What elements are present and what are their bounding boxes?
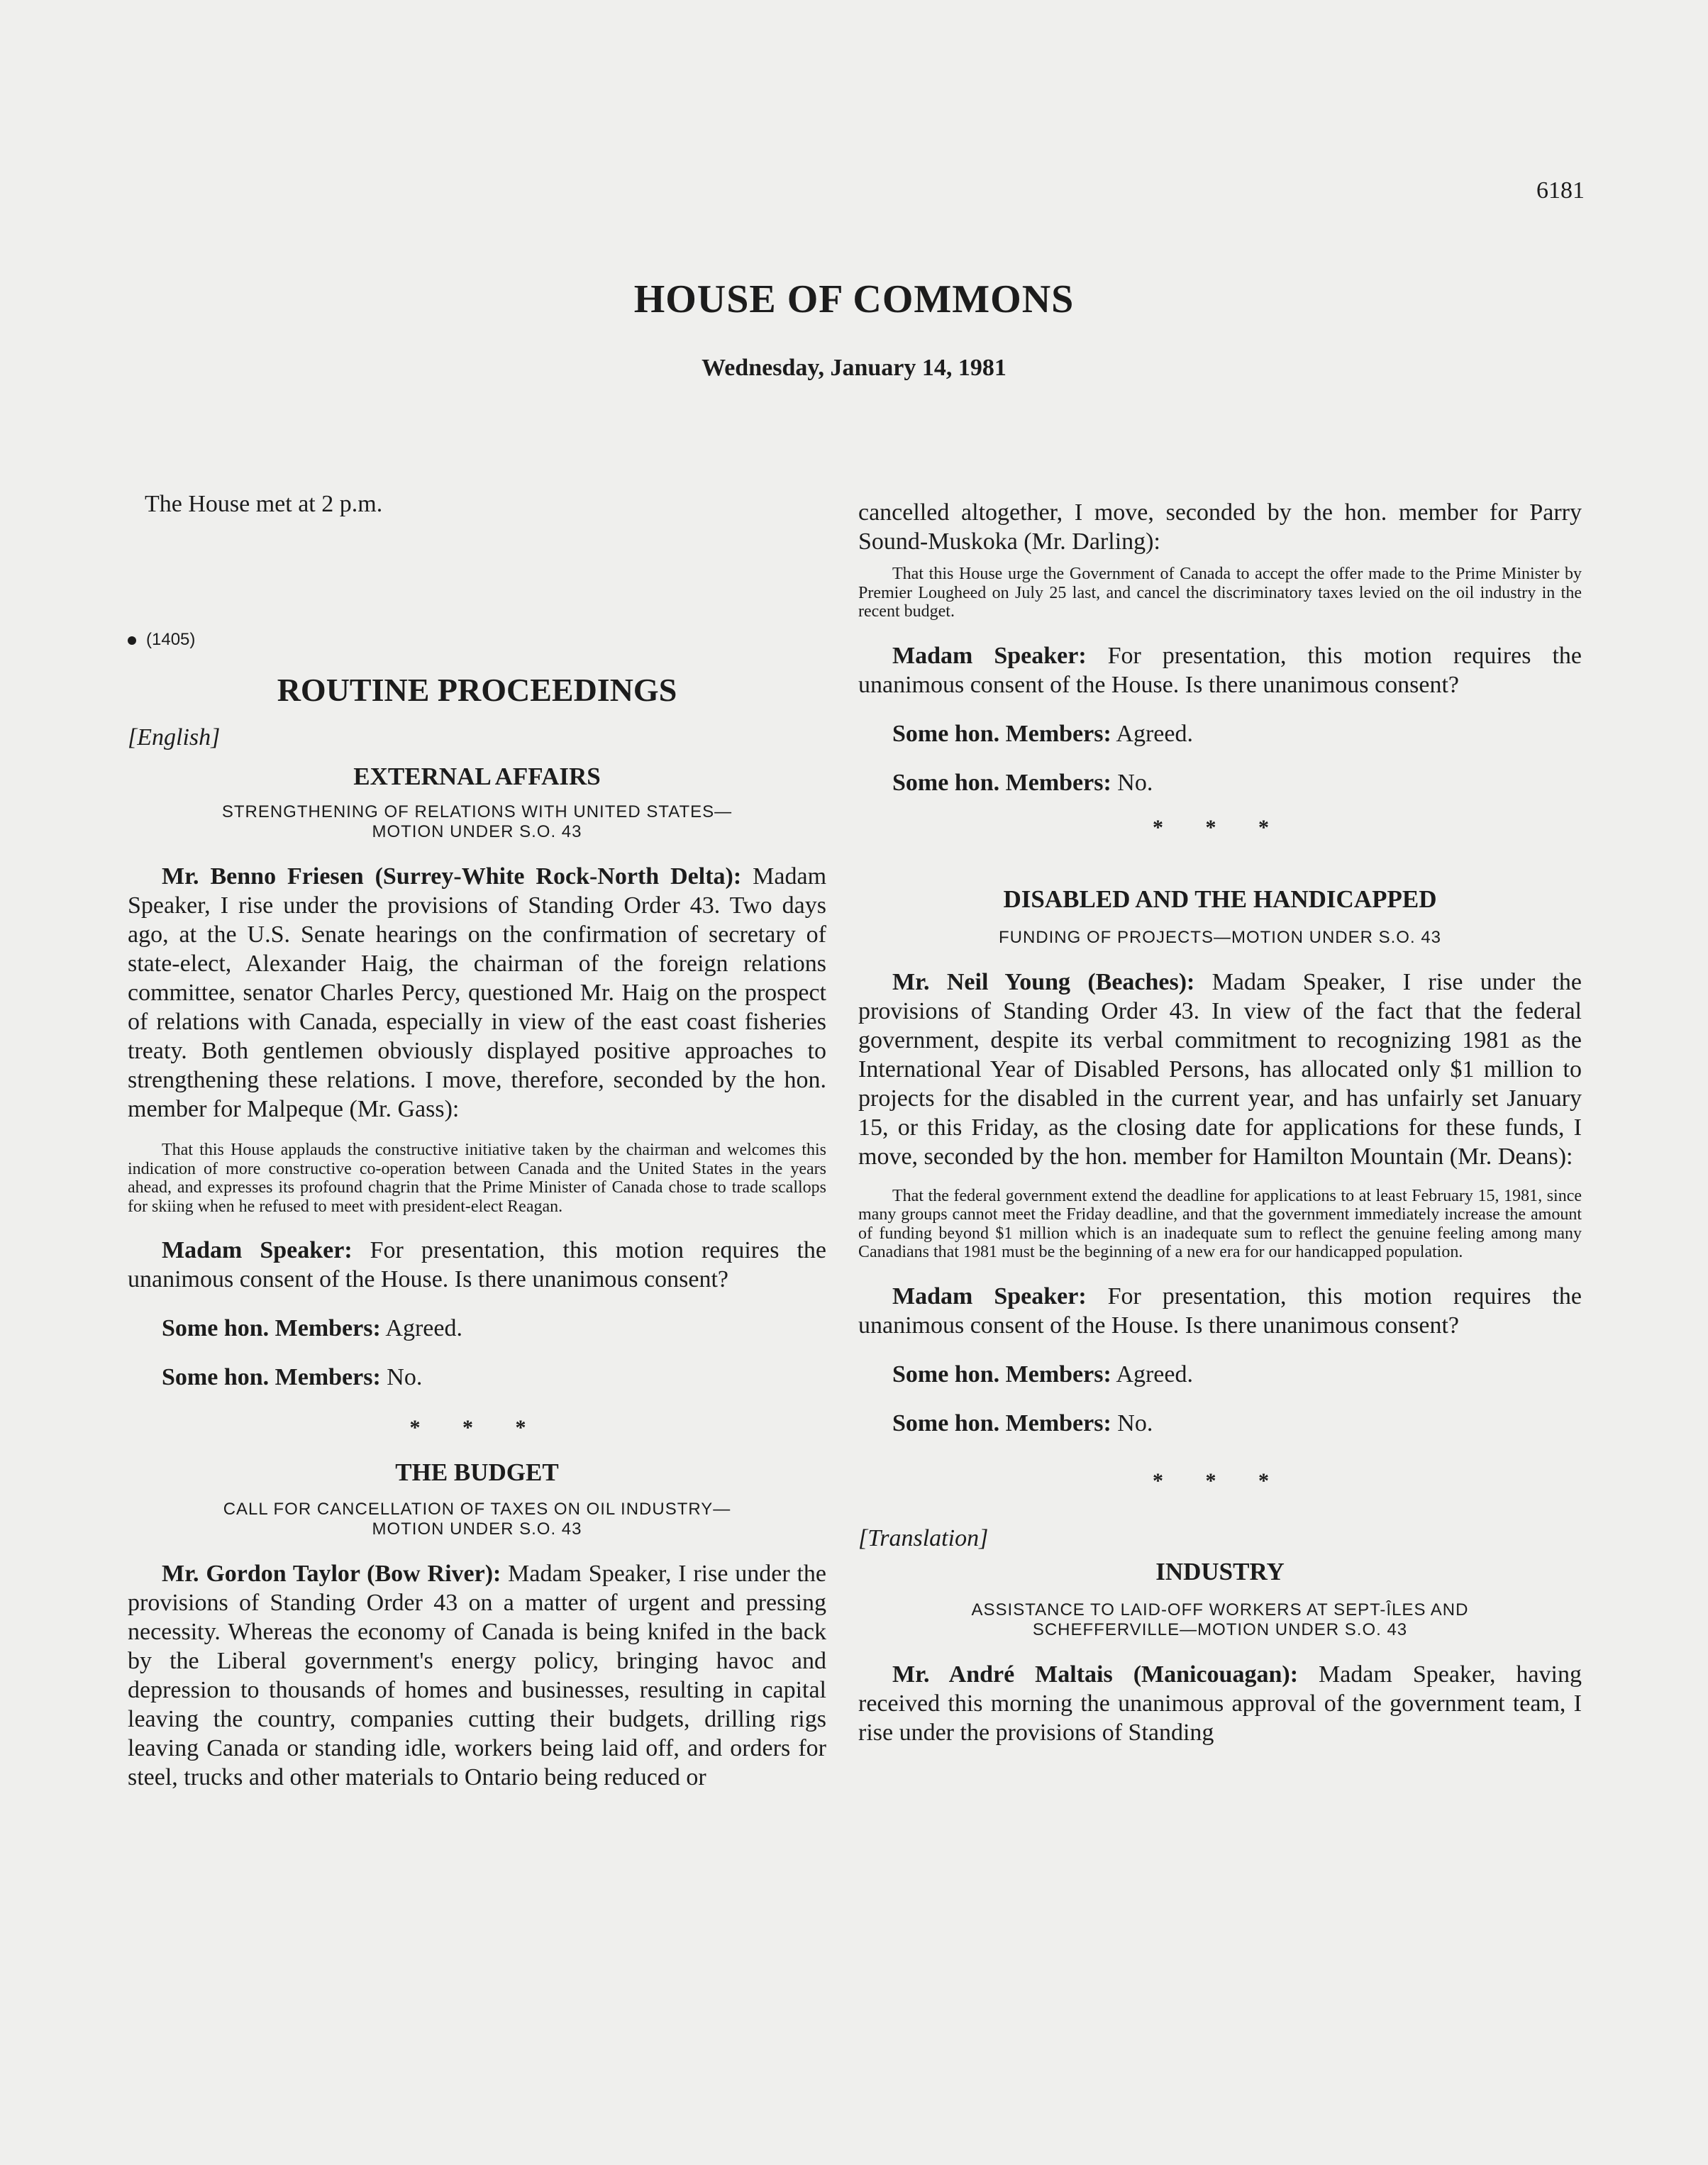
speech-text: For presentation, this motion requires the unanimous consent of the House. Is there unanimous consent?	[128, 1237, 826, 1292]
topic-subheading: FUNDING OF PROJECTS—MOTION UNDER S.O. 43	[998, 927, 1442, 947]
speech-text: For presentation, this motion requires the unanimous consent of the House. Is there unanimous consent?	[858, 642, 1582, 698]
time-marker	[128, 625, 826, 654]
right-column	[858, 498, 1582, 1747]
topic-subheading: CALL FOR CANCELLATION OF TAXES ON OIL INDUSTRY— MOTION UNDER S.O. 43	[223, 1500, 731, 1539]
speaker-name: Mr. Benno Friesen (Surrey-White Rock-North Delta):	[162, 863, 742, 890]
time-marker-text: (1405)	[146, 630, 196, 649]
speech-text: Madam Speaker, I rise under the provisions of Standing Order 43. Two days ago, at the U.S. Senate hearings on the confirmation of secretary of state-elect, Alexander Haig, the chairman of the foreign relations committee, senator Charles Percy, questioned Mr. Haig on the prospect of relations with Canada, especially in view of the east coast fisheries treaty. Both gentlemen obviously displayed positive approaches to strengthening these relations. I move, therefore, seconded by the hon. member for Malpeque (Mr. Gass):	[128, 863, 827, 1122]
speech-continuation: cancelled altogether, I move, seconded by the hon. member for Parry Sound-Muskoka (Mr. Darling):	[858, 499, 1582, 555]
speech-paragraph	[128, 1314, 826, 1343]
speech-paragraph	[128, 1363, 826, 1392]
speech-paragraph	[128, 1236, 826, 1294]
speech-text: No.	[1117, 769, 1153, 796]
speaker-name: Some hon. Members:	[892, 1361, 1111, 1388]
bullet-icon	[128, 636, 136, 645]
section-title: ROUTINE PROCEEDINGS	[277, 672, 677, 708]
motion-text: That this House applauds the constructive initiative taken by the chairman and welcomes this indication of more constructive co-operation between Canada and the United States in the years ahead, and expresses its profound chagrin that the Prime Minister of Canada chose to trade scallops for skiing when he refused to meet with president-elect Reagan.	[128, 1141, 826, 1216]
speaker-name: Madam Speaker:	[892, 642, 1087, 669]
sitting-date: Wednesday, January 14, 1981	[702, 355, 1006, 381]
language-note: [English]	[128, 724, 221, 751]
motion-text: That this House urge the Government of Canada to accept the offer made to the Prime Minister by Premier Lougheed on July 25 last, and cancel the discriminatory taxes levied on the oil industry in the recent budget.	[858, 565, 1582, 621]
language-note: [Translation]	[858, 1524, 989, 1551]
left-column	[128, 489, 826, 1792]
speaker-name: Madam Speaker:	[162, 1237, 353, 1263]
speaker-name: Some hon. Members:	[162, 1364, 381, 1390]
speaker-name: Some hon. Members:	[892, 769, 1111, 796]
speech-paragraph	[128, 862, 826, 1124]
topic-heading: DISABLED AND THE HANDICAPPED	[1003, 885, 1437, 913]
speech-paragraph	[858, 719, 1582, 748]
speech-paragraph	[858, 1282, 1582, 1340]
speaker-name: Mr. André Maltais (Manicouagan):	[892, 1661, 1299, 1688]
speaker-name: Some hon. Members:	[892, 1410, 1111, 1436]
speech-paragraph	[858, 641, 1582, 699]
speaker-name: Some hon. Members:	[162, 1315, 381, 1341]
speech-text: Agreed.	[1116, 720, 1193, 747]
opening-line: The House met at 2 p.m.	[145, 491, 383, 517]
speaker-name: Mr. Gordon Taylor (Bow River):	[162, 1561, 501, 1587]
topic-subheading: ASSISTANCE TO LAID-OFF WORKERS AT SEPT-ÎLES AND SCHEFFERVILLE—MOTION UNDER S.O. 43	[971, 1600, 1469, 1639]
topic-subheading: STRENGTHENING OF RELATIONS WITH UNITED STATES— MOTION UNDER S.O. 43	[221, 802, 733, 841]
speech-text: No.	[1117, 1410, 1153, 1436]
speech-paragraph	[858, 1409, 1582, 1438]
speaker-name: Some hon. Members:	[892, 720, 1111, 747]
speech-paragraph	[858, 768, 1582, 797]
topic-heading: THE BUDGET	[395, 1458, 559, 1486]
speech-paragraph	[128, 1559, 826, 1792]
topic-heading: EXTERNAL AFFAIRS	[353, 763, 601, 790]
speech-paragraph	[858, 968, 1582, 1171]
section-separator: * * *	[1153, 815, 1287, 839]
section-separator: * * *	[409, 1416, 545, 1439]
section-separator: * * *	[1153, 1468, 1287, 1493]
topic-heading: INDUSTRY	[1155, 1557, 1285, 1585]
speaker-name: Mr. Neil Young (Beaches):	[892, 968, 1195, 995]
speech-text: Madam Speaker, I rise under the provisions of Standing Order 43 on a matter of urgent and pressing necessity. Whereas the economy of Canada is being knifed in the back by the Liberal government's energy policy, bringing havoc and depression to thousands of homes and businesses, resulting in capital leaving the country, companies cutting their budgets, drilling rigs leaving Canada or standing idle, workers being laid off, and orders for steel, trucks and other materials to Ontario being reduced or	[128, 1561, 826, 1790]
speech-text: Agreed.	[385, 1315, 462, 1341]
speech-text: Madam Speaker, I rise under the provisions of Standing Order 43. In view of the fact that the federal government, despite its verbal commitment to recognizing 1981 as the International Year of Disabled Persons, has allocated only $1 million to projects for the disabled in the current year, and has unfairly set January 15, or this Friday, as the closing date for applications for these funds, I move, seconded by the hon. member for Hamilton Mountain (Mr. Deans):	[858, 968, 1582, 1170]
speech-text: For presentation, this motion requires the unanimous consent of the House. Is there unanimous consent?	[858, 1283, 1582, 1339]
page-number: 6181	[1536, 177, 1585, 204]
speech-text: Agreed.	[1116, 1361, 1193, 1388]
speech-paragraph	[858, 1660, 1582, 1747]
speech-paragraph	[858, 1360, 1582, 1389]
speech-text: Madam Speaker, having received this morning the unanimous approval of the government team, I rise under the provisions of Standing	[858, 1661, 1582, 1746]
page-title: HOUSE OF COMMONS	[633, 277, 1075, 321]
speech-text: No.	[387, 1364, 423, 1390]
motion-text: That the federal government extend the deadline for applications to at least February 15, 1981, since many groups cannot meet the Friday deadline, and that the government immediately increase the amount of funding beyond $1 million which is an inadequate sum to reflect the genuine feeling among many Canadians that 1981 must be the beginning of a new era for our handicapped population.	[858, 1186, 1582, 1261]
speaker-name: Madam Speaker:	[892, 1283, 1087, 1309]
